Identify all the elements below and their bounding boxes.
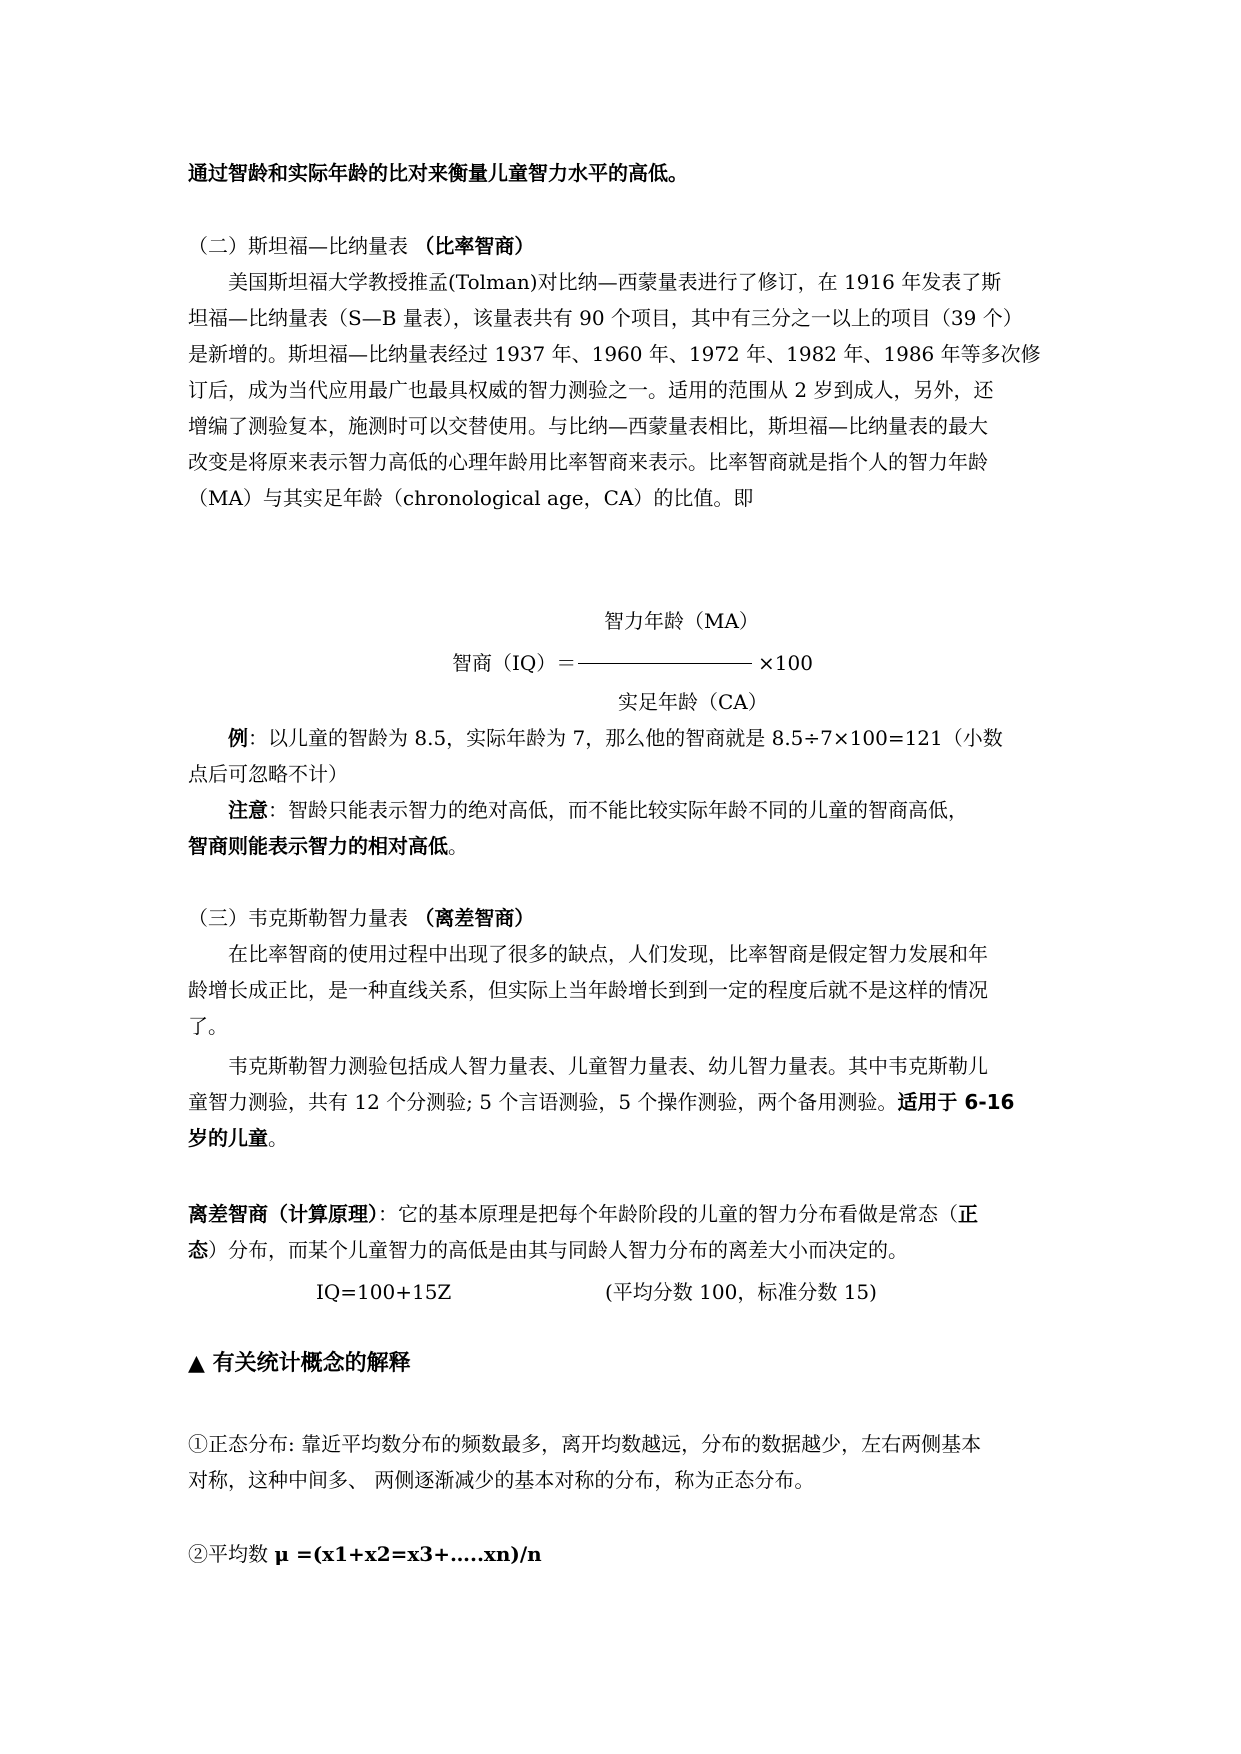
section3-title: [188, 900, 534, 936]
example-label: 例: [228, 726, 248, 750]
note-text: ：智龄只能表示智力的绝对高低，而不能比较实际年龄不同的儿童的智商高低，: [268, 798, 968, 822]
section2-para-line: 美国斯坦福大学教授推孟(Tolman)对比纳—西蒙量表进行了修订，在 1916 年发表了斯: [188, 270, 1002, 294]
section3-para2-line: [188, 1120, 288, 1156]
example-line: [188, 720, 1003, 756]
para2-end-punct: 。: [268, 1126, 288, 1150]
section2-para-line: 改变是将原来表示智力高低的心理年龄用比率智商来表示。比率智商就是指个人的智力年龄: [188, 450, 988, 474]
deviation-bold-start: 态: [188, 1238, 208, 1262]
mean-formula: μ =(x1+x2=x3+…..xn)/n: [274, 1542, 542, 1566]
note-bold-text: 智商则能表示智力的相对高低: [188, 834, 448, 858]
section3-para-line: 龄增长成正比，是一种直线关系，但实际上当年龄增长到到一定的程度后就不是这样的情况: [188, 978, 988, 1002]
stats-item1-line: ①正态分布: 靠近平均数分布的频数最多，离开均数越远，分布的数据越少，左右两侧基本: [188, 1432, 982, 1456]
deviation-line-2: [188, 1232, 908, 1268]
note-end-punct: 。: [448, 834, 468, 858]
section3-title-bold: （离差智商）: [414, 906, 535, 930]
section2-title-prefix: （二）斯坦福—比纳量表: [188, 234, 415, 258]
note-line-2: [188, 828, 468, 864]
deviation-formula-note: (平均分数 100，标准分数 15): [605, 1280, 877, 1304]
section2-para-line: 订后，成为当代应用最广也最具权威的智力测验之一。适用的范围从 2 岁到成人，另外，还: [188, 378, 994, 402]
deviation-line: [188, 1196, 978, 1232]
section2-para-line: 增编了测验复本，施测时可以交替使用。与比纳—西蒙量表相比，斯坦福—比纳量表的最大: [188, 414, 988, 438]
example-line-2: 点后可忽略不计）: [188, 762, 348, 786]
section2-para-line: 是新增的。斯坦福—比纳量表经过 1937 年、1960 年、1972 年、1982 年、1986 年等多次修: [188, 342, 1041, 366]
formula-denominator: 实足年龄（CA）: [618, 690, 768, 714]
deviation-label: 离差智商（计算原理）: [188, 1202, 378, 1226]
section2-para-line: 坦福—比纳量表（S—B 量表），该量表共有 90 个项目，其中有三分之一以上的项目（39 个）: [188, 306, 1023, 330]
note-label: 注意: [228, 798, 268, 822]
para2-normal-text: 童智力测验，共有 12 个分测验; 5 个言语测验，5 个操作测验，两个备用测验。: [188, 1090, 898, 1114]
section3-para2-line: [188, 1084, 1014, 1120]
section2-title-bold: （比率智商）: [414, 234, 535, 258]
intro-line: 通过智龄和实际年龄的比对来衡量儿童智力水平的高低。: [188, 161, 688, 185]
example-text: ：以儿童的智龄为 8.5，实际年龄为 7，那么他的智商就是 8.5÷7×100=121（小数: [248, 726, 1003, 750]
deviation-bold-end: 正: [958, 1202, 978, 1226]
note-line: [188, 792, 968, 828]
section3-para-line: 了。: [188, 1014, 228, 1038]
section2-para-line: （MA）与其实足年龄（chronological age，CA）的比值。即: [188, 486, 754, 510]
deviation-text: ：它的基本原理是把每个年龄阶段的儿童的智力分布看做是常态（: [378, 1202, 958, 1226]
fraction-bar: [578, 663, 752, 664]
stats-heading: ▲ 有关统计概念的解释: [188, 1351, 411, 1376]
stats-item2-line: [188, 1536, 542, 1572]
formula-lhs: 智商（IQ）＝: [452, 651, 577, 675]
section2-title: [188, 228, 534, 264]
formula-numerator: 智力年龄（MA）: [604, 609, 759, 633]
formula-multiplier: ×100: [758, 651, 813, 675]
section3-title-prefix: （三）韦克斯勒智力量表: [188, 906, 415, 930]
para2-age-range: 适用于 6-16: [897, 1090, 1015, 1114]
section3-para-line: 在比率智商的使用过程中出现了很多的缺点，人们发现，比率智商是假定智力发展和年: [188, 942, 988, 966]
para2-children: 岁的儿童: [188, 1126, 268, 1150]
stats-item2-prefix: ②平均数: [188, 1542, 275, 1566]
deviation-text-2: ）分布，而某个儿童智力的高低是由其与同龄人智力分布的离差大小而决定的。: [208, 1238, 908, 1262]
stats-item1-line: 对称，这种中间多、 两侧逐渐减少的基本对称的分布，称为正态分布。: [188, 1468, 815, 1492]
section3-para2-line: 韦克斯勒智力测验包括成人智力量表、儿童智力量表、幼儿智力量表。其中韦克斯勒儿: [188, 1054, 988, 1078]
deviation-formula: IQ=100+15Z: [316, 1280, 452, 1304]
